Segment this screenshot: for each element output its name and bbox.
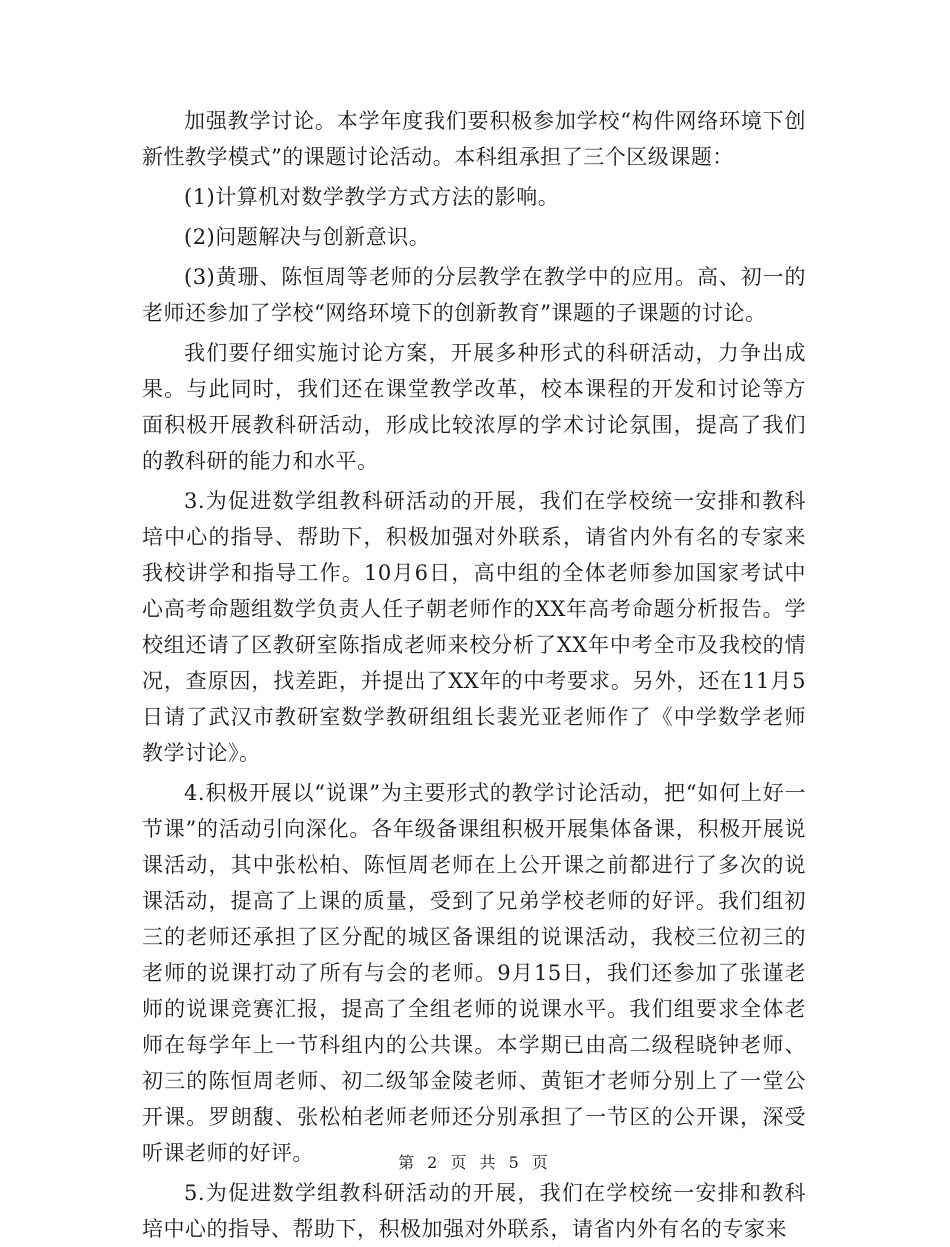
paragraph-research-intro: 加强教学讨论。本学年度我们要积极参加学校“构件网络环境下创新性教学模式”的课题讨论活动。本科组承担了三个区级课题： (142, 109, 806, 169)
paragraph-item-5: 5.为促进数学组教科研活动的开展，我们在学校统一安排和教科培中心的指导、帮助下，积极加强对外联系，请省内外有名的专家来 (142, 1181, 806, 1241)
paragraph-topic-1: (1)计算机对数学教学方式方法的影响。 (184, 185, 560, 209)
paragraph-research-plan: 我们要仔细实施讨论方案，开展多种形式的科研活动，力争出成果。与此同时，我们还在课堂教学改革，校本课程的开发和讨论等方面积极开展教科研活动，形成比较浓厚的学术讨论氛围，提高了我们的教科研的能力和水平。 (142, 341, 806, 473)
document-body (142, 103, 806, 1247)
paragraph-item-3: 3.为促进数学组教科研活动的开展，我们在学校统一安排和教科培中心的指导、帮助下，积极加强对外联系，请省内外有名的专家来我校讲学和指导工作。10月6日，高中组的全体老师参加国家考试中心高考命题组数学负责人任子朝老师作的XX年高考命题分析报告。学校组还请了区教研室陈指成老师来校分析了XX年中考全市及我校的情况，查原因，找差距，并提出了XX年的中考要求。另外，还在11月5日请了武汉市教研室数学教研组组长裴光亚老师作了《中学数学老师教学讨论》。 (142, 489, 806, 765)
paragraph-topic-2: (2)问题解决与创新意识。 (184, 225, 431, 249)
paragraph-topic-3: (3)黄珊、陈恒周等老师的分层教学在教学中的应用。高、初一的老师还参加了学校“网络环境下的创新教育”课题的子课题的讨论。 (142, 265, 806, 325)
page-number-footer: 第 2 页 共 5 页 (398, 1153, 552, 1172)
paragraph-item-4: 4.积极开展以“说课”为主要形式的教学讨论活动，把“如何上好一节课”的活动引向深化。各年级备课组积极开展集体备课，积极开展说课活动，其中张松柏、陈恒周老师在上公开课之前都进行了多次的说课活动，提高了上课的质量，受到了兄弟学校老师的好评。我们组初三的老师还承担了区分配的城区备课组的说课活动，我校三位初三的老师的说课打动了所有与会的老师。9月15日，我们还参加了张谨老师的说课竞赛汇报，提高了全组老师的说课水平。我们组要求全体老师在每学年上一节科组内的公共课。本学期已由高二级程晓钟老师、初三的陈恒周老师、初二级邹金陵老师、黄钜才老师分别上了一堂公开课。罗朗馥、张松柏老师老师还分别承担了一节区的公开课，深受听课老师的好评。 (142, 781, 806, 1165)
